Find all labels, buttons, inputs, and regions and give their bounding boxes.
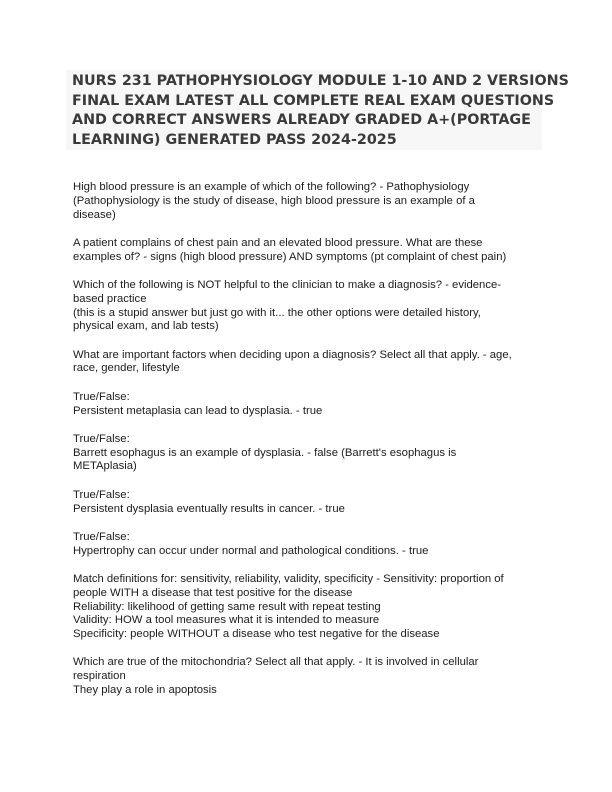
qa-line: Specificity: people WITHOUT a disease who test negative for the disease: [73, 628, 440, 641]
title-line: AND CORRECT ANSWERS ALREADY GRADED A+(PORTAGE: [72, 112, 531, 129]
qa-line: Which are true of the mitochondria? Select all that apply. - It is involved in cellular: [73, 656, 479, 669]
qa-line: Match definitions for: sensitivity, reliability, validity, specificity - Sensitivity: proportion of: [73, 572, 504, 585]
document-title: [66, 70, 569, 150]
qa-block: [73, 391, 553, 419]
qa-line: True/False:: [73, 390, 130, 403]
qa-line: examples of? - signs (high blood pressure) AND symptoms (pt complaint of chest pain): [73, 250, 507, 263]
qa-line: physical exam, and lab tests): [73, 320, 219, 333]
qa-block: [73, 656, 553, 697]
qa-line: race, gender, lifestyle: [73, 362, 180, 375]
qa-line: (Pathophysiology is the study of disease, high blood pressure is an example of a: [73, 194, 475, 207]
qa-line: What are important factors when deciding upon a diagnosis? Select all that apply. - age,: [73, 348, 512, 361]
qa-block: [73, 433, 553, 474]
qa-block: [73, 573, 553, 642]
qa-line: High blood pressure is an example of which of the following? - Pathophysiology: [73, 181, 470, 193]
qa-block: [73, 349, 553, 377]
qa-block: [73, 279, 553, 334]
qa-block: [73, 489, 553, 517]
qa-line: Hypertrophy can occur under normal and pathological conditions. - true: [73, 544, 429, 557]
qa-line: Validity: HOW a tool measures what it is intended to measure: [73, 614, 380, 627]
qa-line: disease): [73, 208, 116, 221]
qa-line: Barrett esophagus is an example of dysplasia. - false (Barrett's esophagus is: [73, 446, 457, 459]
qa-line: A patient complains of chest pain and an elevated blood pressure. What are these: [73, 236, 483, 249]
qa-line: True/False:: [73, 530, 130, 543]
qa-line: respiration: [73, 670, 126, 683]
qa-list: [73, 181, 553, 712]
qa-line: They play a role in apoptosis: [73, 684, 217, 697]
qa-line: Reliability: likelihood of getting same result with repeat testing: [73, 600, 381, 613]
qa-line: people WITH a disease that test positive for the disease: [73, 586, 353, 599]
qa-block: [73, 237, 553, 265]
qa-block: [73, 181, 553, 222]
title-line: NURS 231 PATHOPHYSIOLOGY MODULE 1-10 AND 2 VERSIONS: [72, 73, 569, 89]
title-line: LEARNING) GENERATED PASS 2024-2025: [72, 131, 397, 148]
qa-line: (this is a stupid answer but just go with it... the other options were detailed history,: [73, 306, 481, 319]
qa-line: Which of the following is NOT helpful to the clinician to make a diagnosis? - evidence-: [73, 278, 502, 291]
qa-line: Persistent metaplasia can lead to dysplasia. - true: [73, 404, 323, 417]
qa-block: [73, 531, 553, 559]
qa-line: based practice: [73, 292, 147, 305]
qa-line: Persistent dysplasia eventually results in cancer. - true: [73, 502, 345, 515]
qa-line: True/False:: [73, 488, 130, 501]
qa-line: METAplasia): [73, 460, 137, 473]
qa-line: True/False:: [73, 432, 130, 445]
title-line: FINAL EXAM LATEST ALL COMPLETE REAL EXAM QUESTIONS: [72, 92, 555, 109]
